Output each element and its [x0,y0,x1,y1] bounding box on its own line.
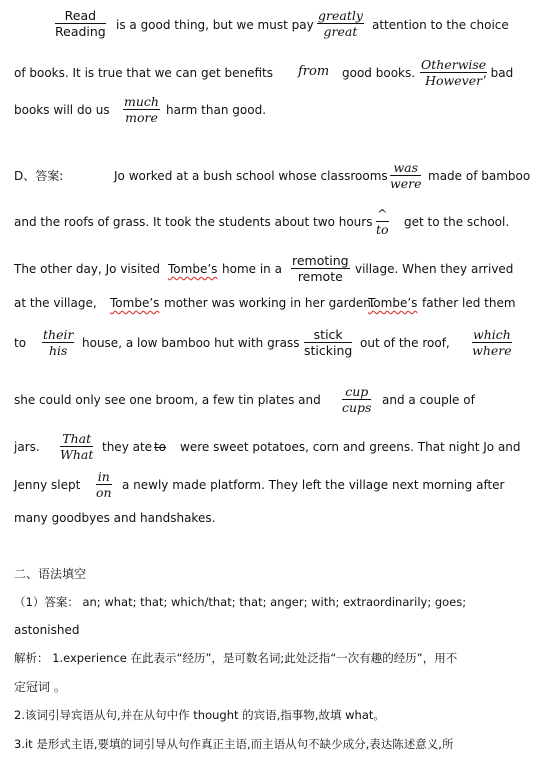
explanation-2: 2.该词引导宾语从句,并在从句中作 thought 的宾语,指事物,故填 what。 [14,708,385,722]
answer-continuation: astonished [14,623,80,637]
p2-line1-text1: Jo worked at a bush school whose classrooms [114,169,388,183]
p1-line1-text1: is a good thing, but we must pay [116,18,314,32]
fraction-read: Read Reading [55,8,106,39]
p1-line2-text3: , bad [483,66,514,80]
p1-line2-text1: of books. It is true that we can get benefits [14,66,274,80]
p2-line3-text2: home in a [222,262,282,276]
name-tombe: Tombe’s [110,296,160,310]
p2-line7-text1: jars. [14,440,40,454]
fraction-cup: cup cups [342,384,372,415]
name-tombe: Tombe’s [168,262,218,276]
fraction-much: much more [124,94,159,125]
fraction-which: which where [472,327,512,358]
p2-line8-text1: Jenny slept [14,478,81,492]
explanation-1: 解析： 1.experience 在此表示“经历”，是可数名词;此处泛指“一次有趣的经历”，用不 [14,651,458,665]
name-tombe: Tombe’s [368,296,418,310]
fraction-greatly: greatly great [318,8,363,39]
p2-line6-text2: and a couple of [382,393,475,407]
p2-line2-text1: and the roofs of grass. It took the students about two hours [14,215,373,229]
p1-line3-text2: harm than good. [166,103,267,117]
explanation-1-continuation: 定冠词 。 [14,680,66,694]
p2-line3-text1: The other day, Jo visited [14,262,161,276]
word-from: from [298,64,330,79]
p1-line3-text1: books will do us [14,103,110,117]
p1-line2-text2: good books. [342,66,416,80]
fraction-to: ^ to [376,206,389,237]
fraction-otherwise: Otherwise However [421,57,487,88]
answer-label-d: D、答案: [14,169,64,183]
p2-line4-text2: mother was working in her garden. [164,296,375,310]
p2-line1-text2: made of bamboo [428,169,531,183]
answer-line: （1）答案： an; what; that; which/that; that; anger; with; extraordinarily; goes; [14,595,467,609]
p2-line5-text1: to [14,336,27,350]
fraction-in: in on [96,469,112,500]
p2-line5-text2: house, a low bamboo hut with grass [82,336,300,350]
explanation-3: 3.it 是形式主语,要填的词引导从句作真正主语,而主语从句不缺少成分,表达陈述意义,所 [14,737,454,751]
p2-line4-text1: at the village, [14,296,97,310]
p2-line8-text2: a newly made platform. They left the village next morning after [122,478,505,492]
fraction-that: That What [60,431,94,462]
fraction-stick: stick sticking [304,327,353,358]
p2-line2-text2: get to the school. [404,215,510,229]
p2-line5-text3: out of the roof, [360,336,450,350]
p2-line7-text3: were sweet potatoes, corn and greens. That night Jo and [180,440,521,454]
fraction-remoting: remoting remote [292,253,349,284]
fraction-their: their his [43,327,74,358]
p2-line9-text1: many goodbyes and handshakes. [14,511,216,525]
p2-line3-text3: village. When they arrived [355,262,514,276]
fraction-was: was were [390,160,422,191]
p1-line1-text2: attention to the choice [372,18,509,32]
p2-line6-text1: she could only see one broom, a few tin plates and [14,393,321,407]
p2-line4-text3: father led them [422,296,516,310]
section-heading: 二、语法填空 [14,567,87,581]
struck-word: to [154,440,167,454]
p2-line7-text2: they ate [102,440,153,454]
